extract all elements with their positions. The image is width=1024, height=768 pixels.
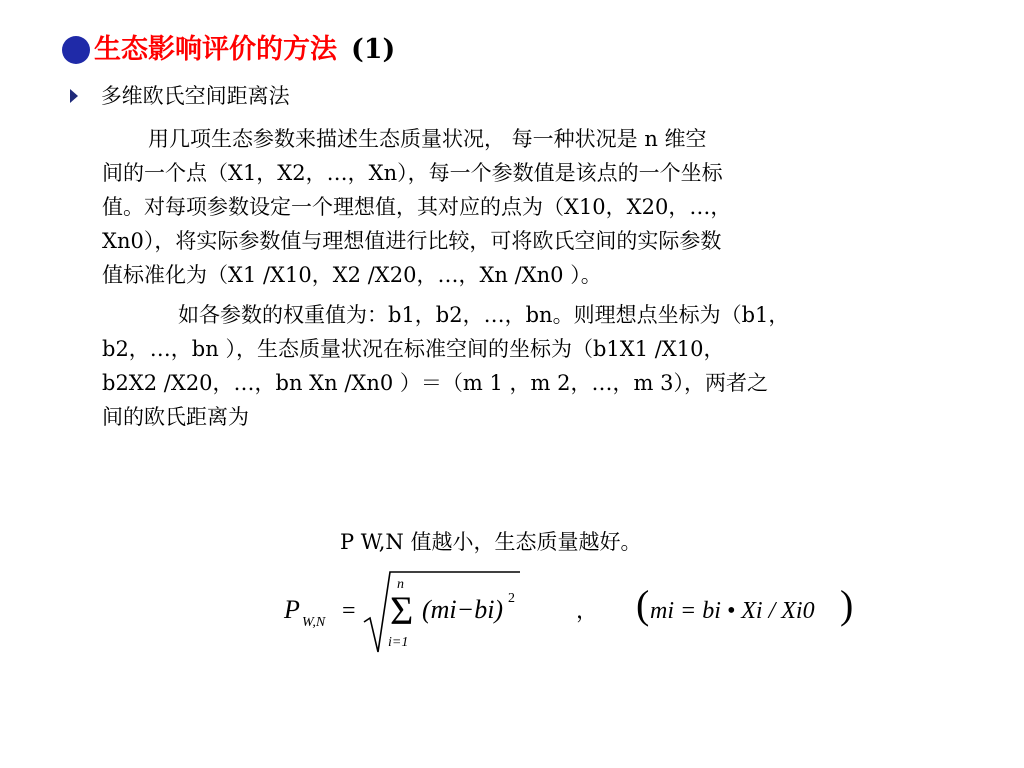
sum-term: (mi−bi) [422,595,504,624]
formula-equals: = [342,598,356,624]
para1-line5-text: 值标准化为（X1 /X10，X2 /X20，…，Xn /Xn0 ）。 [102,263,602,287]
formula-lhs: P [284,595,300,624]
para2-line3-text: b2X2 /X20，…，bn Xn /Xn0 ）＝（m 1 ，m 2，…，m 3），两者之 [102,371,768,395]
para1-line3-text: 值。对每项参数设定一个理想值，其对应的点为（X10，X20，…， [102,195,732,219]
slide-title [62,30,395,70]
para2-line4 [102,400,249,434]
para1-line3 [102,190,731,224]
term-power: 2 [508,591,515,606]
section-heading-text: 多维欧氏空间距离法 [100,84,290,108]
para2-line1 [178,298,789,332]
para1-line2-text: 间的一个点（X1，X2，…，Xn），每一个参数值是该点的一个坐标 [102,161,723,185]
def-close-paren: ) [840,582,854,627]
sum-bottom: i=1 [388,635,409,650]
para2-line1-text: 如各参数的权重值为：b1，b2，…，bn。则理想点坐标为（b1， [178,303,790,327]
blue-bullet-icon [62,36,90,64]
triangle-bullet-icon [70,89,78,103]
para2-line2-text: b2，…，bn ），生态质量状况在标准空间的坐标为（b1X1 /X10， [102,337,725,361]
formula-lhs-sub: W,N [302,615,326,630]
para1-line2 [102,156,723,190]
para1-line5 [102,258,602,292]
para1-line4 [102,224,721,258]
para2-line4-text: 间的欧氏距离为 [102,405,249,429]
formula-definition: mi = bi • Xi / Xi0 [650,598,815,624]
def-open-paren: ( [636,582,650,627]
para1-line4-text: Xn0），将实际参数值与理想值进行比较，可将欧氏空间的实际参数 [102,229,722,253]
title-text: 生态影响评价的方法 [94,34,337,65]
para1-line1-text: 用几项生态参数来描述生态质量状况， 每一种状况是 n 维空 [148,127,707,151]
para1-line1 [148,122,707,156]
formula-svg [280,560,860,660]
sum-top: n [397,577,404,592]
title-number: (1) [351,34,396,65]
formula-comma: ， [576,598,599,623]
sigma-symbol: Σ [390,588,414,633]
distance-formula [280,560,860,660]
para2-line2 [102,332,724,366]
para2-line3 [102,366,768,400]
section-heading [70,80,290,112]
conclusion-note: P W,N 值越小，生态质量越好。 [340,530,642,554]
